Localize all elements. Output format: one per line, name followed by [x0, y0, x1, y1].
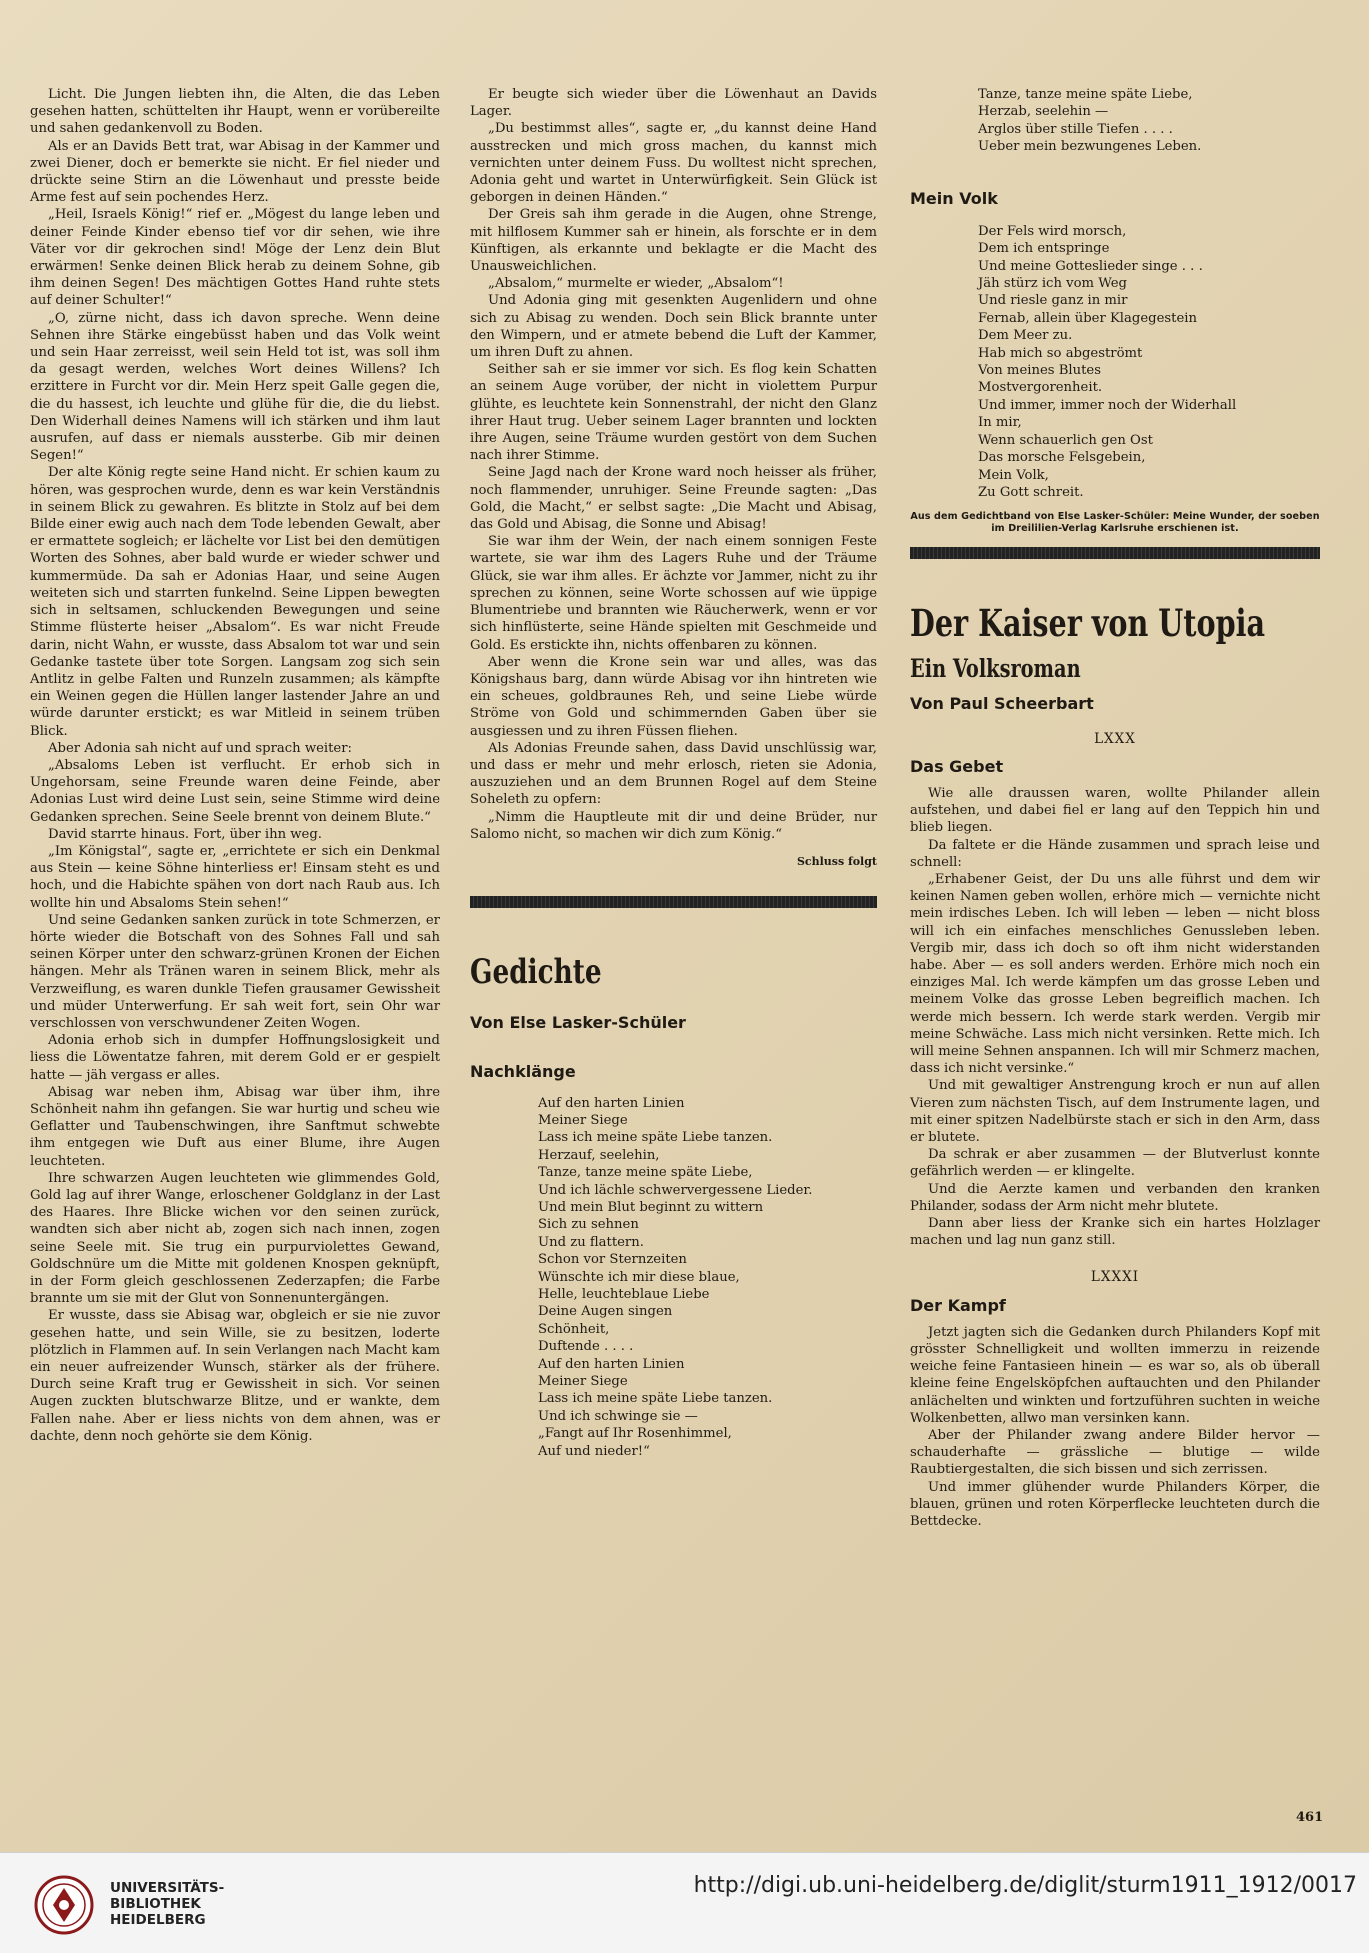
verse-line: Deine Augen singen — [538, 1304, 673, 1320]
verse-line: Hab mich so abgeströmt — [978, 345, 1143, 361]
paragraph: Als er an Davids Bett trat, war Abisag in der Kammer und zwei Diener, doch er bemerkte sie nicht. Er fiel nieder und drückte seine Stirn an die Löwenhaut und presste beide Arme fest auf sein pochendes Herz. — [30, 138, 440, 206]
source-url[interactable]: http://digi.ub.uni-heidelberg.de/diglit/sturm1911_1912/0017 — [693, 1873, 1357, 1898]
verse-line: Dem ich entspringe — [978, 241, 1110, 257]
paragraph: Der Greis sah ihm gerade in die Augen, ohne Strenge, mit hilflosem Kummer sah er hinein, als forschte er in dem Künftigen, als erkannte und beklagte er die Macht des Unausweichlichen. — [470, 207, 877, 275]
nachklaenge-title: Nachklänge — [470, 1062, 576, 1082]
verse-line: Lass ich meine späte Liebe tanzen. — [538, 1391, 773, 1407]
verse-line: Schönheit, — [538, 1321, 610, 1337]
library-name-line: UNIVERSITÄTS- — [110, 1880, 225, 1896]
verse-line: Und ich lächle schwervergessene Lieder. — [538, 1182, 813, 1198]
verse-line: Mostvergorenheit. — [978, 380, 1103, 396]
verse-line: Und meine Gotteslieder singe . . . — [978, 258, 1203, 274]
chapter-number: LXXXI — [1090, 1269, 1140, 1286]
source-caption: Aus dem Gedichtband von Else Lasker-Schüler: Meine Wunder, der soeben im Dreililien-Verlag Karlsruhe erschienen ist. — [910, 511, 1320, 535]
stanza — [538, 1408, 877, 1460]
verse-line: Meiner Siege — [538, 1374, 628, 1390]
paragraph: Jetzt jagten sich die Gedanken durch Philanders Kopf mit grösster Schnelligkeit und wollten immerzu in reizende weiche feine Fantasieen hinein — es war so, als ob überall kleine feine Engelsköpfchen auftauchten und den Philander anlächelten und winkten und fortzuführen suchten in weiche Wolkenbetten, allwo man versinken kann. — [910, 1324, 1320, 1426]
paragraph: Als Adonias Freunde sahen, dass David unschlüssig war, und dass er mehr und mehr erlosch, rieten sie Adonia, auszuziehen und an dem Brunnen Rogel auf dem Steine Soheleth zu opfern: — [470, 740, 877, 808]
mein-volk-title: Mein Volk — [910, 188, 998, 208]
paragraph: Er wusste, dass sie Abisag war, obgleich er sie nie zuvor gesehen hatte, und sein Wille, sie zu besitzen, loderte plötzlich in Flammen auf. In sein Verlangen nach Macht kam ein neuer aufreizender Wunsch, stärker als der frühere. Durch seine Kraft trug er Gewissheit in sich. Vor seinen Augen zuckten blutschwarze Blitze, und er wankte, dem Fallen nahe. Aber er liess nichts von dem ahnen, was er dachte, denn noch gehörte sie dem König. — [30, 1308, 440, 1444]
chapter-title: Das Gebet — [910, 756, 1004, 776]
page-number: 461 — [1296, 1810, 1324, 1825]
paragraph: Und Adonia ging mit gesenkten Augenlidern und ohne sich zu Abisag zu wenden. Doch sein Blick brannte unter den Wimpern, und er atmete bebend die Luft der Kammer, um ihren Duft zu ahnen. — [470, 293, 877, 361]
chapter-number: LXXX — [1094, 730, 1136, 747]
stanza — [538, 1199, 877, 1251]
verse-line: „Fangt auf Ihr Rosenhimmel, — [538, 1426, 732, 1442]
novel-author: Von Paul Scheerbart — [910, 694, 1094, 714]
paragraph: Und die Aerzte kamen und verbanden den kranken Philander, sodass der Arm nicht mehr blutete. — [910, 1181, 1320, 1214]
continuation-note: Schluss folgt — [796, 854, 877, 868]
verse-line: Ueber mein bezwungenes Leben. — [978, 139, 1202, 155]
paragraph: Ihre schwarzen Augen leuchteten wie glimmendes Gold, Gold lag auf ihrer Wange, erloschener Goldglanz in der Last des Haares. Ihre Blicke wichen vor den seinen zurück, wandten sich aber nicht ab, zogen sich nach innen, zogen seine Seele mit. Sie trug ein purpurviolettes Gewand, Goldschnüre um die Mitte mit goldenen Knospen geknüpft, in der Form gleich geschlossenen Zederzapfen; die Farbe brannte um sie mit der Glut von Sonnenuntergängen. — [30, 1170, 440, 1307]
verse-line: Sich zu sehnen — [538, 1217, 639, 1233]
verse-line: Tanze, tanze meine späte Liebe, — [978, 87, 1193, 102]
verse-line: Und immer, immer noch der Widerhall — [978, 397, 1237, 413]
paragraph: Abisag war neben ihm, Abisag war über ihm, ihre Schönheit nahm ihn gefangen. Sie war hurtig und scheu wie Geflatter und Taubenschwingen, ihre Sanftmut schwebte ihm entgegen wie Duft aus einer Blume, ihre Augen leuchteten. — [30, 1084, 440, 1169]
paragraph: „Heil, Israels König!“ rief er. „Mögest du lange leben und deiner Feinde Kinder ebenso tief vor dir sehen, wie ihre Väter vor dir gekrochen sind! Möge der Lenz dein Blut erwärmen! Senke deinen Blick herab zu deinem Sohne, gib ihm deinen Segen! Des mächtigen Gottes Hand ruhte stets auf deiner Schulter!“ — [30, 207, 440, 309]
nachklaenge-poem-continued — [978, 86, 1320, 156]
verse-line: Helle, leuchteblaue Liebe — [538, 1287, 710, 1303]
university-seal-icon — [34, 1875, 94, 1935]
paragraph: „Im Königstal“, sagte er, „errichtete er sich ein Denkmal aus Stein — keine Söhne hinterliess er! Einsam steht es und hoch, und die Habichte spähen von dort nach Raub aus. Ich wollte hin und Absaloms Stein sehen!“ — [30, 843, 440, 911]
stanza — [978, 345, 1320, 502]
verse-line: Tanze, tanze meine späte Liebe, — [538, 1165, 753, 1181]
paragraph: Seine Jagd nach der Krone ward noch heisser als früher, noch flammender, unruhiger. Seine Freunde sagten: „Das Gold, die Macht,“ er selbst sagte: „Die Macht und Abisag, das Gold und Abisag, die Sonne und Abisag! — [470, 465, 877, 533]
paragraph: Adonia erhob sich in dumpfer Hoffnungslosigkeit und liess die Löwentatze fahren, mit derem Gold er er gespielt hatte — jäh vergass er alles. — [30, 1033, 440, 1083]
library-footer — [0, 1852, 1369, 1953]
stanza — [538, 1251, 877, 1303]
section-divider — [910, 547, 1320, 559]
gedichte-title: Gedichte — [470, 952, 602, 993]
paragraph: Sie war ihm der Wein, der nach einem sonnigen Feste wartete, sie war ihm des Lagers Ruhe und der Träume Glück, sie war ihm alles. Er ächzte vor Jammer, nicht zu ihr sprechen zu können, seine Worte schossen auf wie üppige Blumentriebe und brannten wie Räucherwerk, wenn er vor sich hinflüsterte, seine Hände spielten mit Geschmeide und Gold. Es erstickte ihn, nichts offenbaren zu können. — [470, 534, 877, 653]
verse-line: Wenn schauerlich gen Ost — [978, 432, 1153, 448]
paragraph: „Nimm die Hauptleute mit dir und deine Brüder, nur Salomo nicht, so machen wir dich zum König.“ — [470, 809, 877, 842]
mein-volk-poem — [978, 223, 1320, 502]
verse-line: Arglos über stille Tiefen . . . . — [978, 121, 1173, 137]
verse-line: Und mein Blut beginnt zu wittern — [538, 1199, 764, 1215]
stanza — [538, 1356, 877, 1408]
stanza — [538, 1147, 877, 1199]
paragraph: „O, zürne nicht, dass ich davon spreche. Wenn deine Sehnen ihre Stärke eingebüsst haben und das Volk weint und sein Haar zerreisst, weil sein Held tot ist, was soll ihm da gesagt werden, welches Wort deines Willens? Ich erzittere in Furcht vor dir. Mein Herz speit Galle gegen die, die du hassest, ich leuchte und glühe für die, die du liebst. Den Widerhall deines Namens will ich stärken und ihm laut ausrufen, auf dass er niemals aussterbe. Gib mir deinen Segen!“ — [30, 310, 440, 464]
stanza — [538, 1303, 877, 1355]
paragraph: Und immer glühender wurde Philanders Körper, die blauen, grünen und roten Körperflecke leuchteten durch die Bettdecke. — [910, 1479, 1320, 1530]
paragraph: Seither sah er sie immer vor sich. Es flog kein Schatten an seinem Auge vorüber, der nicht in violettem Purpur glühte, es leuchtete kein Sonnenstrahl, der nicht den Glanz ihrer Haut trug. Ueber seinem Lager brannten und lockten ihre Augen, seine Träume wurden gestört von dem Suchen nach ihrer Stimme. — [470, 362, 877, 464]
chapter-1-text — [910, 785, 1320, 1249]
paragraph: Aber wenn die Krone sein war und alles, was das Königshaus barg, dann würde Abisag vor ihn hintreten wie ein scheues, goldbraunes Reh, und seine Liebe würde Ströme von Gold und schimmernden Gaben über sie ausgiessen und zu ihren Füssen fliehen. — [470, 654, 877, 739]
verse-line: Und ich schwinge sie — — [538, 1408, 698, 1424]
verse-line: Auf den harten Linien — [538, 1095, 685, 1111]
nachklaenge-poem — [538, 1095, 877, 1461]
library-name[interactable] — [110, 1880, 224, 1928]
paragraph: Er beugte sich wieder über die Löwenhaut an Davids Lager. — [470, 87, 877, 120]
chapter-title: Der Kampf — [910, 1295, 1006, 1315]
verse-line: Jäh stürz ich vom Weg — [978, 276, 1127, 292]
verse-line: Herzauf, seelehin, — [538, 1147, 660, 1163]
verse-line: Auf und nieder!“ — [538, 1443, 650, 1459]
column-2-prose — [470, 86, 877, 843]
verse-line: Zu Gott schreit. — [978, 484, 1084, 500]
verse-line: In mir, — [978, 415, 1022, 431]
paragraph: David starrte hinaus. Fort, über ihn weg. — [48, 826, 322, 842]
verse-line: Herzab, seelehin — — [978, 104, 1109, 120]
paragraph: „Du bestimmst alles“, sagte er, „du kannst deine Hand ausstrecken und mich gross machen, du kannst mich vernichten unter deinem Fuss. Du wolltest nicht sprechen, Adonia geht und wartet in Unterwürfigkeit. Sein Glück ist geborgen in deinen Händen.“ — [470, 121, 877, 206]
library-name-line: BIBLIOTHEK — [110, 1896, 201, 1912]
column-2 — [470, 86, 877, 1460]
novel-title: Der Kaiser von Utopia — [910, 601, 1266, 646]
verse-line: Schon vor Sternzeiten — [538, 1252, 687, 1268]
verse-line: Auf den harten Linien — [538, 1356, 685, 1372]
paragraph: Da schrak er aber zusammen — der Blutverlust konnte gefährlich werden — er klingelte. — [910, 1147, 1320, 1180]
verse-line: Fernab, allein über Klagegestein — [978, 310, 1197, 326]
paragraph: Und seine Gedanken sanken zurück in tote Schmerzen, er hörte wieder die Botschaft von des Sohnes Fall und sah seinen Körper unter den schwarz-grünen Kronen der Eichen hängen. Mehr als Tränen waren in seinem Blick, mehr als Verzweiflung, es waren dunkle Tiefen grausamer Gewissheit und müder Unterwerfung. Er sah weit fort, sein Ohr war verschlossen von verschwundener Zeiten Wogen. — [30, 912, 440, 1031]
verse-line: Lass ich meine späte Liebe tanzen. — [538, 1130, 773, 1146]
paragraph: „Absalom,“ murmelte er wieder, „Absalom“! — [488, 276, 784, 292]
novel-subtitle: Ein Volksroman — [910, 654, 1081, 684]
verse-line: Das morsche Felsgebein, — [978, 450, 1146, 466]
verse-line: Wünschte ich mir diese blaue, — [538, 1269, 740, 1285]
paragraph: Licht. Die Jungen liebten ihn, die Alten, die das Leben gesehen hatten, schüttelten ihr Haupt, wenn er vorübereilte und sahen gedankenvoll zu Boden. — [30, 87, 440, 137]
verse-line: Mein Volk, — [978, 467, 1049, 483]
paragraph: Und mit gewaltiger Anstrengung kroch er nun auf allen Vieren zum nächsten Tisch, auf dem Instrumente lagen, und mit einer spitzen Nadelbürste stach er sich in den Arm, dass er blutete. — [910, 1078, 1320, 1145]
verse-line: Von meines Blutes — [978, 363, 1101, 379]
chapter-2-text — [910, 1324, 1320, 1530]
paragraph: Der alte König regte seine Hand nicht. Er schien kaum zu hören, was gesprochen wurde, denn es war kein Verständnis in seinem Blick zu gewahren. Es blitzte in Stolz auf bei dem Bilde einer ewig auch nach dem Tode lebenden Gewalt, aber er ermattete sogleich; er lächelte vor List bei den demütigen Worten des Sohnes, aber bald wurde er wieder schwer und kummermüde. Da sah er Adonias Haar, und seine Augen weiteten sich und starrten funkelnd. Seine Lippen bewegten sich in seltsamen, schluckenden Bewegungen und seine Stimme flüsterte heiser „Absalom“. Es war nicht Freude darin, nicht Wahn, er wusste, dass Absalom tot war und sein Gedanke tastete über tote Sorgen. Langsam zog sich sein Antlitz in gelbe Falten und Runzeln zusammen; als kämpfte ein Weinen gegen die Hüllen langer lastender Jahre an und würde darunter erstickt; es war Mitleid in seinem trüben Blick. — [30, 465, 440, 739]
column-1 — [30, 86, 440, 1445]
column-3 — [910, 86, 1320, 1530]
paragraph: Dann aber liess der Kranke sich ein hartes Holzlager machen und lag nun ganz still. — [910, 1216, 1320, 1249]
gedichte-author: Von Else Lasker-Schüler — [470, 1013, 686, 1033]
verse-line: Dem Meer zu. — [978, 328, 1073, 344]
paragraph: Aber Adonia sah nicht auf und sprach weiter: — [48, 740, 352, 756]
verse-line: Der Fels wird morsch, — [978, 223, 1127, 239]
paragraph: „Absaloms Leben ist verflucht. Er erhob sich in Ungehorsam, seine Freunde waren deine Feinde, aber Adonias Lust wird deine Lust sein, seine Stimme wird deine Gedanken sprechen. Seine Seele brennt von deinem Blute.“ — [30, 757, 440, 825]
verse-line: Und riesle ganz in mir — [978, 293, 1128, 309]
paragraph: Aber der Philander zwang andere Bilder hervor — schauderhafte — grässliche — blutige — wilde Raubtiergestalten, die sich bissen und sich zerrissen. — [910, 1428, 1320, 1478]
library-name-line: HEIDELBERG — [110, 1912, 206, 1928]
paragraph: „Erhabener Geist, der Du uns alle führst und dem wir keinen Namen geben wollen, erhöre mich — vernichte nicht mein irdisches Leben. Ich will leben — leben — nicht bloss will ich ein einfaches menschliches Genussleben leben. Vergib mir, dass ich doch so oft ihm nicht widerstanden habe. Aber — es soll anders werden. Erhöre mich noch ein einziges Mal. Ich werde kämpfen um das grosse Leben und meinem Volke das grosse Leben begreiflich machen. Ich werde mich bessern. Ich werde stark werden. Vergib mir meine Schwäche. Lass mich nicht versinken. Rette mich. Ich will meine Sehnen anspannen. Ich will mir Schmerz machen, dass ich nicht versinke.“ — [910, 871, 1320, 1077]
section-divider — [470, 896, 877, 908]
paragraph: Da faltete er die Hände zusammen und sprach leise und schnell: — [910, 837, 1320, 870]
verse-line: Meiner Siege — [538, 1112, 628, 1128]
paragraph: Wie alle draussen waren, wollte Philander allein aufstehen, und dabei fiel er lang auf den Teppich hin und blieb liegen. — [910, 785, 1320, 836]
stanza — [978, 223, 1320, 345]
verse-line: Duftende . . . . — [538, 1339, 634, 1355]
stanza — [538, 1095, 877, 1147]
verse-line: Und zu flattern. — [538, 1234, 644, 1250]
